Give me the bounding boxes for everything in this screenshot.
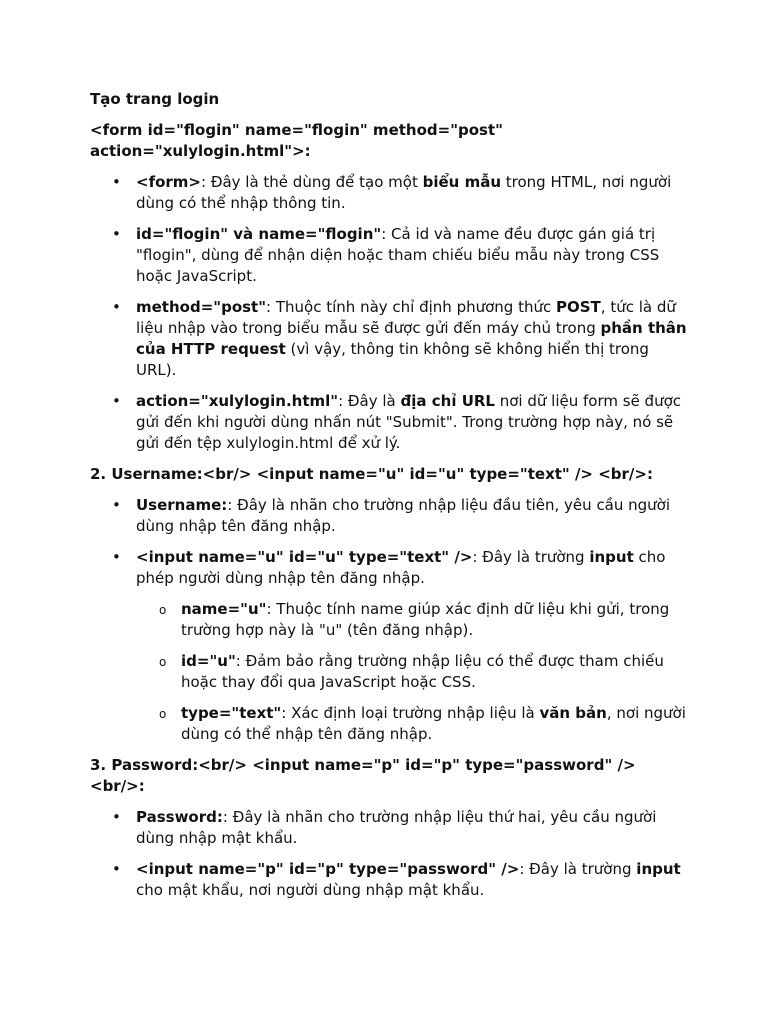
list-item [90,297,690,381]
text-run: : Đây là trường [472,548,590,566]
text-run: : Đây là trường [519,860,637,878]
bold-text: action="xulylogin.html" [136,392,339,410]
text-run: : Đây là [338,392,401,410]
bold-text: id="flogin" và name="flogin" [136,225,382,243]
document-page [90,89,690,911]
bold-text: <form> [136,173,201,191]
list-item [90,172,690,214]
bold-text: phần thân của HTTP request [136,319,687,358]
bold-text: input [589,548,634,566]
list-item [90,859,690,901]
sub-list-item [136,651,690,693]
sub-list-item [136,599,690,641]
text-run: (vì vậy, thông tin không sẽ không hiển thị trong URL). [136,340,649,379]
text-run: trong HTML, nơi người dùng có thể nhập thông tin. [136,173,672,212]
list-item [90,547,690,745]
bold-text: name="u" [181,600,267,618]
list-item [90,391,690,454]
text-run: : Thuộc tính name giúp xác định dữ liệu khi gửi, trong trường hợp này là "u" (tên đăng nhập). [181,600,670,639]
text-run: : Cả id và name đều được gán giá trị "flogin", dùng để nhận diện hoặc tham chiếu biểu mẫu này trong CSS hoặc JavaScript. [136,225,660,285]
text-run: nơi dữ liệu form sẽ được gửi đến khi người dùng nhấn nút "Submit". Trong trường hợp này, nó sẽ gửi đến tệp xulylogin.html để xử lý. [136,392,682,452]
form-attributes-list [90,172,690,454]
password-heading: 3. Password:<br/> <input name="p" id="p" type="password" /> <br/>: [90,756,636,795]
text-run: , tức là dữ liệu nhập vào trong biểu mẫu sẽ được gửi đến máy chủ trong [136,298,676,337]
username-heading: 2. Username:<br/> <input name="u" id="u" type="text" /> <br/>: [90,465,653,483]
bold-text: input [636,860,681,878]
text-run: : Đây là nhãn cho trường nhập liệu đầu tiên, yêu cầu người dùng nhập tên đăng nhập. [136,496,671,535]
password-list [90,807,690,901]
sub-list-item [136,703,690,745]
bold-text: địa chỉ URL [400,392,495,410]
list-item [90,807,690,849]
text-run: : Xác định loại trường nhập liệu là [281,704,540,722]
page-title: Tạo trang login [90,90,220,108]
bold-text: id="u" [181,652,236,670]
bold-text: <input name="p" id="p" type="password" /> [136,860,520,878]
bold-text: <input name="u" id="u" type="text" /> [136,548,473,566]
form-tag-heading: <form id="flogin" name="flogin" method="post" action="xulylogin.html">: [90,121,503,160]
username-list [90,495,690,745]
bold-text: văn bản [539,704,607,722]
list-item [90,495,690,537]
bold-text: Password: [136,808,223,826]
sub-list [136,599,690,745]
text-run: cho mật khẩu, nơi người dùng nhập mật khẩu. [136,881,485,899]
text-run: : Thuộc tính này chỉ định phương thức [266,298,556,316]
bold-text: type="text" [181,704,282,722]
text-run: : Đảm bảo rằng trường nhập liệu có thể được tham chiếu hoặc thay đổi qua JavaScript hoặc CSS. [181,652,664,691]
bold-text: biểu mẫu [422,173,501,191]
list-item [90,224,690,287]
bold-text: method="post" [136,298,267,316]
bold-text: Username: [136,496,228,514]
text-run: : Đây là thẻ dùng để tạo một [201,173,423,191]
text-run: cho phép người dùng nhập tên đăng nhập. [136,548,666,587]
bold-text: POST [556,298,601,316]
text-run: : Đây là nhãn cho trường nhập liệu thứ hai, yêu cầu người dùng nhập mật khẩu. [136,808,657,847]
text-run: , nơi người dùng có thể nhập tên đăng nhập. [181,704,686,743]
